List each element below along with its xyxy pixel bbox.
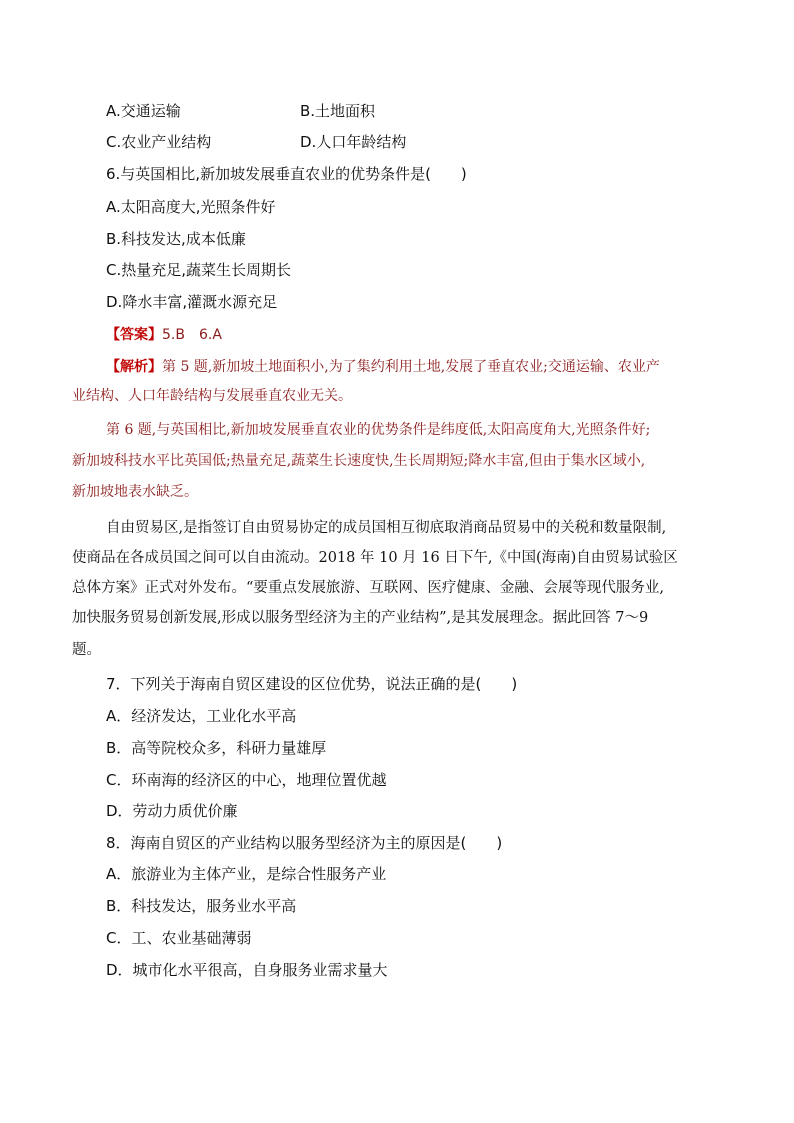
answer-tag: 【答案】: [106, 327, 162, 343]
q8-option-d: D．城市化水平很高，自身服务业需求量大: [106, 961, 388, 979]
answer-text: 5.B 6.A: [162, 327, 222, 343]
analysis-line-5: 新加坡地表水缺乏。: [72, 484, 198, 500]
q5-option-d: D.人口年龄结构: [300, 133, 407, 151]
q6-option-c: C.热量充足,蔬菜生长周期长: [106, 261, 292, 279]
q6-option-d: D.降水丰富,灌溉水源充足: [106, 293, 278, 311]
passage-line-1: 自由贸易区,是指签订自由贸易协定的成员国相互彻底取消商品贸易中的关税和数量限制,: [106, 520, 667, 536]
q8-option-c: C．工、农业基础薄弱: [106, 929, 252, 947]
q7-option-d: D．劳动力质优价廉: [106, 802, 238, 820]
q6-option-b: B.科技发达,成本低廉: [106, 230, 246, 248]
q8-option-b: B．科技发达，服务业水平高: [106, 897, 297, 915]
q7-stem: 7．下列关于海南自贸区建设的区位优势，说法正确的是( ): [106, 675, 518, 693]
analysis-line-1: [106, 357, 660, 377]
q8-stem: 8．海南自贸区的产业结构以服务型经济为主的原因是( ): [106, 834, 503, 852]
q5-option-a: A.交通运输: [106, 102, 181, 120]
passage-line-3: 总体方案》正式对外发布。“要重点发展旅游、互联网、医疗健康、金融、会展等现代服务业,: [72, 580, 665, 596]
answer-line: [106, 325, 222, 345]
q5-option-c: C.农业产业结构: [106, 133, 212, 151]
q5-option-b: B.土地面积: [300, 102, 376, 120]
analysis-line-4: 新加坡科技水平比英国低;热量充足,蔬菜生长速度快,生长周期短;降水丰富,但由于集水区域小,: [72, 453, 646, 469]
analysis-text-1: 第 5 题,新加坡土地面积小,为了集约利用土地,发展了垂直农业;交通运输、农业产: [162, 359, 660, 375]
passage-line-5: 题。: [72, 642, 101, 658]
q7-option-b: B．高等院校众多，科研力量雄厚: [106, 739, 327, 757]
q7-option-a: A．经济发达，工业化水平高: [106, 707, 297, 725]
q8-option-a: A．旅游业为主体产业，是综合性服务产业: [106, 865, 387, 883]
passage-line-2: 使商品在各成员国之间可以自由流动。2018 年 10 月 16 日下午,《中国(海南)自由贸易试验区: [72, 550, 678, 566]
q7-option-c: C．环南海的经济区的中心，地理位置优越: [106, 771, 387, 789]
analysis-line-3: 第 6 题,与英国相比,新加坡发展垂直农业的优势条件是纬度低,太阳高度角大,光照条件好;: [106, 422, 651, 438]
passage-line-4: 加快服务贸易创新发展,形成以服务型经济为主的产业结构”,是其发展理念。据此回答 7～9: [72, 610, 649, 626]
analysis-tag: 【解析】: [106, 359, 162, 375]
q6-stem: 6.与英国相比,新加坡发展垂直农业的优势条件是( ): [106, 165, 467, 183]
q6-option-a: A.太阳高度大,光照条件好: [106, 198, 276, 216]
analysis-line-2: 业结构、人口年龄结构与发展垂直农业无关。: [72, 388, 352, 404]
